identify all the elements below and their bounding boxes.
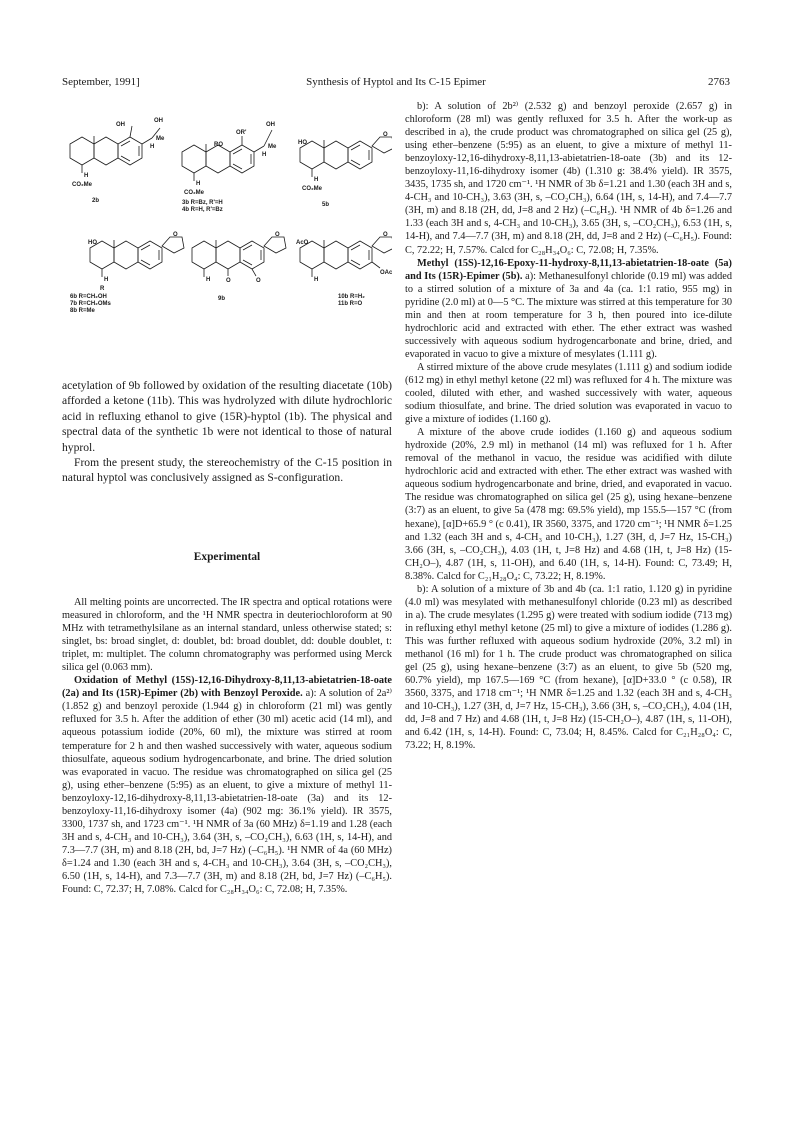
experimental-text	[62, 596, 392, 896]
label-oac: OAc	[380, 270, 392, 276]
caption-10b: 10b R=H₂	[338, 294, 365, 300]
label-ho: HO	[298, 140, 307, 146]
left-column-text	[62, 378, 392, 486]
paragraph-conclusion: From the present study, the stereochemistry of the C-15 position in natural hyptol was conclusively assigned as S-configuration.	[62, 456, 392, 485]
label-o-keto-1: O	[256, 278, 261, 284]
caption-7b: 7b R=CH₂OMs	[70, 301, 111, 307]
label-oh: OH	[266, 122, 275, 128]
label-or-prime: OR'	[236, 130, 247, 136]
label-h: H	[262, 152, 267, 158]
label-h: H	[150, 144, 155, 150]
structure-3b-4b	[182, 122, 277, 213]
page-number: 2763	[708, 76, 730, 88]
right-column-text	[405, 100, 732, 752]
structure-9b	[192, 232, 286, 302]
caption-9b: 9b	[218, 296, 226, 302]
paragraph-oxidation	[62, 674, 392, 896]
caption-6b: 6b R=CH₂OH	[70, 294, 107, 300]
caption-5b: 5b	[322, 202, 330, 208]
chemical-structures-figure	[62, 100, 392, 350]
oxidation-body: a): A solution of 2a²⁾ (1.852 g) and benzoyl peroxide (1.944 g) in chloroform (21 ml) was gently refluxed for 3.5 h. After the addition of ether (30 ml) acetic acid (14 ml), and aqueous potassium iodide (20%, 60 ml), the mixture was stirred at room temperature for 2 h and then washed successively with water, aqueous sodium thiosulfate, aqueous sodium hydrogencarbonate, and brine. The dried solution was evaporated in vacuo. The residue was chromatographed on silica gel (25 g), using ether–benzene (5:95) as an eluent, to give a mixture of methyl 11-benzoyloxy-12,16-dihydroxy-8,11,13-abietatrien-18-oate (3a) and its 12-benzoyloxy-11,16-dihydroxy isomer (4a) (902 mg: 36.1% yield). IR 3575, 3300, 1737 sh, and 1723 cm⁻¹. ¹H NMR of 3a (60 MHz) δ=1.19 and 1.28 (each 3H and s, 4-CH₃ and 10-CH₃), 3.64 (3H, s, –CO₂CH₃), 6.63 (1H, s, 14-H), and 7.3—7.7 (3H, m) and 8.18 (2H, bd, J=7 Hz) (–C₆H₅). ¹H NMR of 4a (60 MHz) δ=1.24 and 1.30 (each 3H and s, 4-CH₃ and 10-CH₃), 3.64 (3H, s, –CO₂CH₃), 6.50 (1H, s, 14-H), and 7.3—7.7 (3H, m) and 8.18 (2H, bd, J=7 Hz) (–C₆H₅). Found: C, 72.37; H, 7.08%. Calcd for C₂₈H₃₄O₆: C, 72.08; H, 7.35%.	[62, 688, 392, 896]
page-header	[62, 74, 730, 90]
label-me: Me	[268, 144, 277, 150]
label-h-2: H	[196, 181, 201, 187]
label-ho: HO	[88, 240, 97, 246]
label-o-ring: O	[275, 232, 280, 238]
structure-10b-11b	[296, 232, 392, 307]
label-h: H	[314, 177, 319, 183]
section-heading-experimental: Experimental	[193, 551, 261, 563]
label-h-2: H	[84, 173, 89, 179]
label-o-keto-2: O	[226, 278, 231, 284]
structure-5b	[298, 132, 392, 208]
label-o: O	[173, 232, 178, 238]
label-o: O	[383, 132, 388, 138]
paragraph-mesylates: A stirred mixture of the above crude mesylates (1.111 g) and sodium iodide (612 mg) in ethyl methyl ketone (22 ml) was refluxed for 4 h. The mixture was cooled, diluted with ether, and washed successively with water, aqueous sodium thiosulfate, and brine. The dried solution was evaporated in vacuo to give a mixture of iodides (1.160 g).	[405, 361, 732, 426]
label-me: Me	[156, 136, 165, 142]
label-r: R	[100, 286, 105, 292]
label-aco: AcO	[296, 240, 309, 246]
paragraph-epoxy	[405, 257, 732, 361]
epoxy-title: Methyl (15S)-12,16-Epoxy-11-hydroxy-8,11,13-abietatrien-18-oate (5a) and Its (15R)-Epimer (5b).	[405, 257, 732, 282]
label-o: O	[383, 232, 388, 238]
label-h: H	[206, 277, 211, 283]
header-date: September, 1991]	[62, 76, 140, 88]
label-h: H	[314, 277, 319, 283]
header-title: Synthesis of Hyptol and Its C-15 Epimer	[306, 76, 486, 88]
label-h: H	[104, 277, 109, 283]
label-co2me: CO₂Me	[184, 190, 205, 196]
caption-8b: 8b R=Me	[70, 308, 95, 314]
paragraph-acetylation: acetylation of 9b followed by oxidation of the resulting diacetate (10b) afforded a ketone (11b). This was hydrolyzed with dilute hydrochloric acid in refluxing ethanol to give (15R)-hyptol (1b). The physical and spectral data of the synthetic 1b were not identical to those of natural hyprol.	[62, 379, 392, 454]
label-co2me: CO₂Me	[72, 182, 93, 188]
paragraph-oxidation-b: b): A solution of 2b²⁾ (2.532 g) and benzoyl peroxide (2.657 g) in chloroform (28 ml) was gently refluxed for 3.5 h. After the work-up as described in a), the crude product was chromatographed on silica gel (25 g), using ether–benzene (5:95) as an eluent, to give a mixture of methyl 11-benzoyloxy-12,16-dihydroxy-8,11,13-abietatrien-18-oate (3b) and its 12-benzoyloxy-11,16-dihydroxy isomer (4b) (1.310 g: 38.4% yield). IR 3575, 3435, 1735 sh, and 1720 cm⁻¹. ¹H NMR of 3b δ=1.21 and 1.30 (each 3H and s, 4-CH₃ and 10-CH₃), 3.63 (3H, s, –CO₂CH₃), 6.64 (1H, s, 14-H), and 7.4—7.7 (3H, m) and 8.18 (2H, dd, J=8 and 2 Hz) (–C₆H₅). ¹H NMR of 4b δ=1.26 and 1.33 (each 3H and s, 4-CH₃ and 10-CH₃), 3.65 (3H, s, –CO₂CH₃), 6.53 (1H, s, 14-H), and 7.4—7.7 (3H, m) and 8.18 (2H, dd, J=8 and 2 Hz) (–C₆H₅). Found: C, 72.22; H, 7.57%. Calcd for C₂₈H₃₄O₆: C, 72.08; H, 7.35%.	[405, 101, 732, 256]
structure-6b-8b	[70, 232, 184, 314]
paragraph-iodides: A mixture of the above crude iodides (1.160 g) and aqueous sodium hydroxide (20%, 2.9 ml) in methanol (14 ml) was refluxed for 1 h. After removal of the methanol in vacuo, the residue was acidified with dilute hydrochloric acid and extracted with ether. The ether extract was washed with aqueous sodium hydrogencarbonate and brine, dried, and evaporated in vacuo. The residue was chromatographed on silica gel (25 g), using hexane–benzene (3:7) as an eluent, to give 5a (478 mg: 69.5% yield), mp 155.5—157 °C (from hexane), [α]D+65.9 ° (c 0.41), IR 3560, 3375, and 1720 cm⁻¹; ¹H NMR δ=1.25 and 1.32 (each 3H and s, 4-CH₃ and 10-CH₃), 1.27 (3H, d, J=7 Hz, 15-CH₃) 3.66 (3H, s, –CO₂CH₃), 4.03 (1H, t, J=8 Hz) and 4.68 (1H, t, J=8 Hz) (15-CH₂O–), 4.87 (1H, s, 11-OH), and 6.40 (1H, s, 14-H). Found: C, 73.49; H, 8.38%. Calcd for C₂₁H₂₈O₄: C, 73.22; H, 8.19%.	[405, 427, 732, 582]
caption-4b: 4b R=H, R'=Bz	[182, 207, 223, 213]
caption-11b: 11b R=O	[338, 301, 363, 307]
caption-3b: 3b R=Bz, R'=H	[182, 200, 223, 206]
oxidation-title: Oxidation of Methyl (15S)-12,16-Dihydroxy-8,11,13-abietatrien-18-oate (2a) and Its (15R)-Epimer (2b) with Benzoyl Peroxide.	[62, 675, 392, 700]
label-oh-1: OH	[116, 122, 125, 128]
caption-2b: 2b	[92, 198, 100, 204]
label-co2me: CO₂Me	[302, 186, 323, 192]
paragraph-procedure-b: b): A solution of a mixture of 3b and 4b (ca. 1:1 ratio, 1.120 g) in pyridine (4.0 ml) was mesylated with methanesulfonyl chloride (0.23 ml) as described in a). The crude mesylates (1.295 g) were treated with sodium iodide (713 mg) in refluxing ethyl methyl ketone (25 ml) to give a mixture of iodides (1.286 g). This was further refluxed with aqueous sodium hydroxide (20%, 3.2 ml) in methanol (16 ml) for 1 h. The crude product was chromatographed on silica gel (25 g), using hexane–benzene (3:7) as an eluent, to give 5b (520 mg, 60.7% yield), mp 167.5—169 °C (from hexane), [α]D+33.0 ° (c 0.58), IR 3560, 3375, and 1718 cm⁻¹; ¹H NMR δ=1.25 and 1.32 (each 3H and s, 4-CH₃ and 10-CH₃), 1.27 (3H, d, J=7 Hz, 15-CH₃), 3.66 (3H, s, –CO₂CH₃), 4.04 (1H, dd, J=8 and 7 Hz) and 4.68 (1H, t, J=8 Hz) (15-CH₂O–), 4.87 (1H, s, 11-OH), and 6.42 (1H, s, 14-H). Found: C, 73.04; H, 8.45%. Calcd for C₂₁H₂₈O₄: C, 73.22; H, 8.19%.	[405, 583, 732, 752]
label-oh-2: OH	[154, 118, 163, 124]
paragraph-general-methods: All melting points are uncorrected. The IR spectra and optical rotations were measured in chloroform, and the ¹H NMR spectra in deuteriochloroform at 90 MHz with tetramethylsilane as an internal standard, unless otherwise stated; s: singlet, bs: broad singlet, d: doublet, bd: broad doublet, dd: double doublet, t: triplet, m: multiplet. The column chromatography was performed using Merck silica gel (0.063 mm).	[62, 597, 392, 674]
epoxy-body: a): Methanesulfonyl chloride (0.19 ml) was added to a stirred solution of a mixture of 3a and 4a (ca. 1:1 ratio, 955 mg) in pyridine (2.0 ml) at 0—5 °C. The mixture was stirred at this temperature for 30 min and then at room temperature for 3 h, then poured into ice-dilute hydrochloric acid and extracted with ether. The ether extract was washed successively with aqueous sodium hydrogencarbonate and brine, dried, and evaporated in vacuo to give a mixture of mesylates (1.111 g).	[405, 270, 732, 360]
structure-2b	[70, 118, 165, 204]
label-ro: RO	[214, 142, 223, 148]
